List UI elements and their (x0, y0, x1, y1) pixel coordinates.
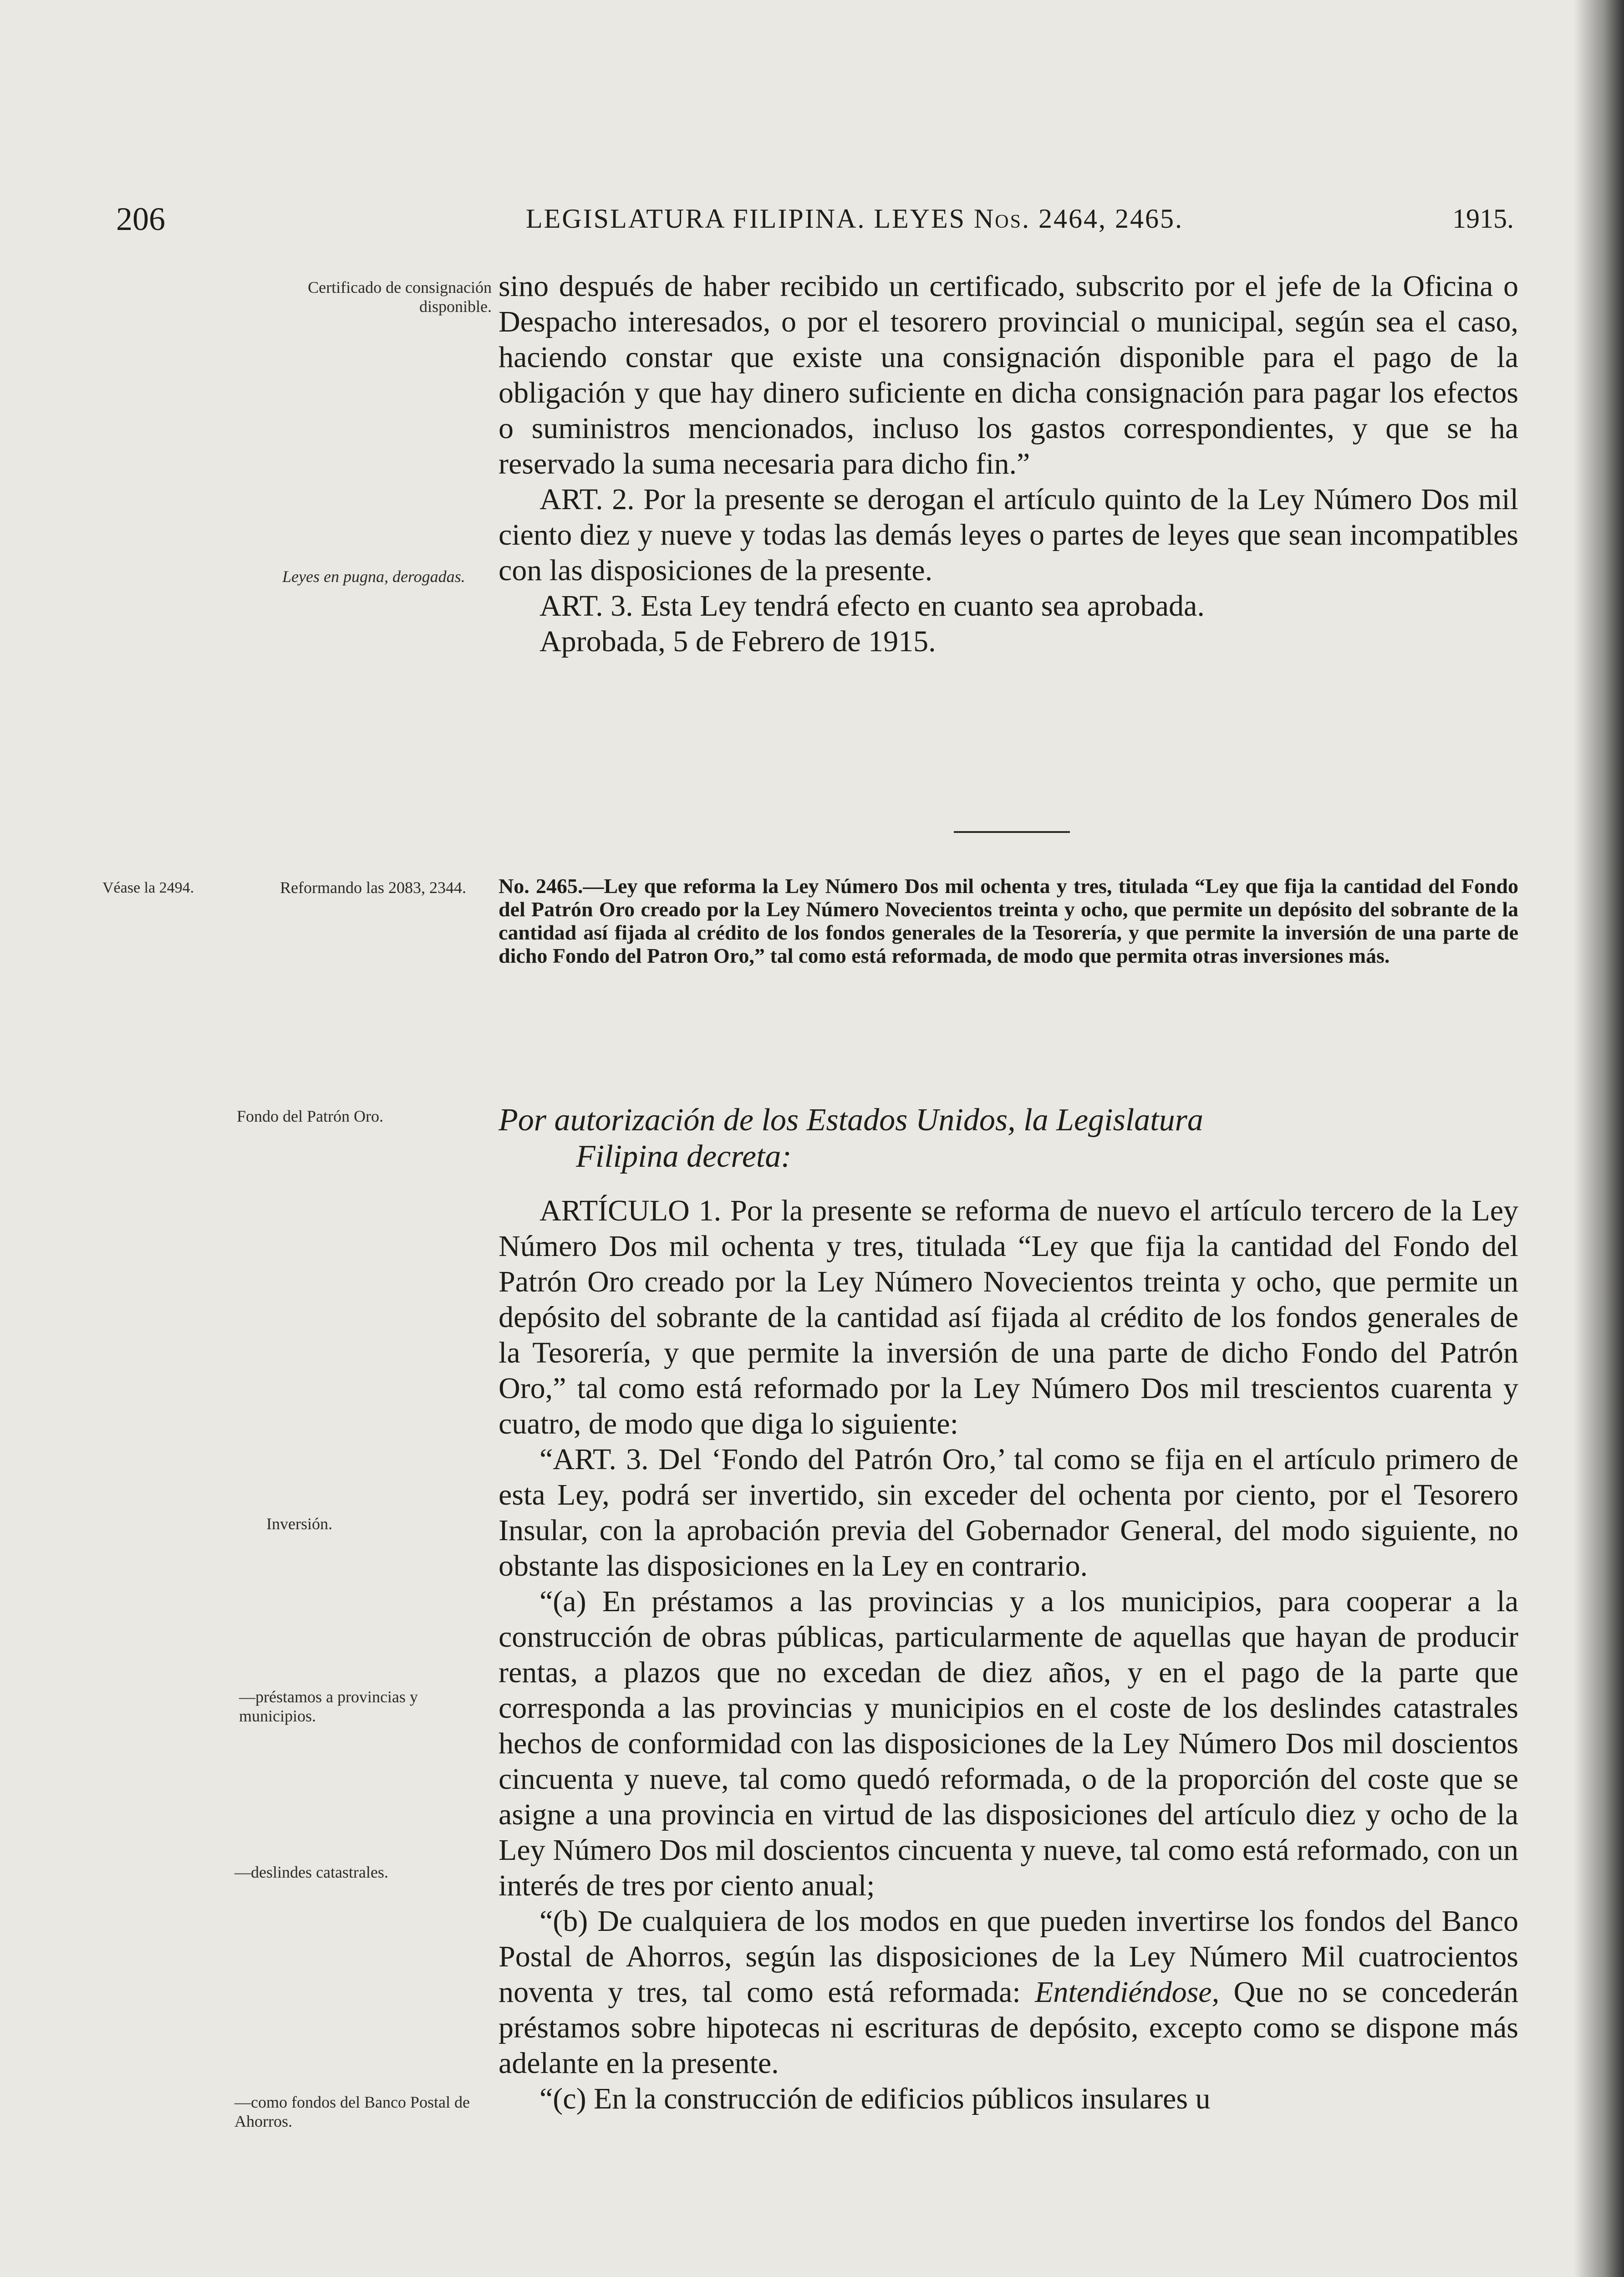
law-number: No. 2465. (499, 874, 583, 898)
art3-quoted-text: Del ‘Fondo del Patrón Oro,’ tal como se fija en el artículo primero de esta Ley, podrá ser invertido, sin exceder del ochenta por ciento, por el Tesorero Insular, con la aprobación previa del Gobernador General, del modo siguiente, no obstante las disposiciones en la Ley en contrario. (499, 1443, 1519, 1583)
paragraph-b (499, 1904, 1518, 2081)
margin-note-inversion: Inversión. (266, 1515, 332, 1533)
paragraph-certificado: sino después de haber recibido un certificado, subscrito por el jefe de la Oficina o Despacho interesados, o por el tesorero provincial o municipal, según sea el caso, haciendo constar que existe una consignación disponible para el pago de la obligación y que hay dinero suficiente en dicha consignación para pagar los efectos o suministros mencionados, incluso los gastos correspondientes, y que se ha reservado la suma necesaria para dicho fin.” (499, 270, 1518, 480)
art1-label: ARTÍCULO 1. (540, 1194, 722, 1227)
margin-note-prestamos: —préstamos a provincias y municipios. (239, 1688, 418, 1725)
art2-text: Por la presente se derogan el artículo quinto de la Ley Número Dos mil ciento diez y nueve y todas las demás leyes o partes de leyes que sean incompatibles con las disposiciones de la presente. (499, 483, 1519, 587)
enacting-line-1: Por autorización de los Estados Unidos, la Legislatura (499, 1103, 1203, 1138)
section-divider (954, 831, 1070, 833)
enacting-line-2: Filipina decreta: (576, 1139, 792, 1174)
margin-note-fondo: Fondo del Patrón Oro. (237, 1107, 383, 1125)
top-text-block (499, 269, 1518, 659)
margin-note-banco: —como fondos del Banco Postal de Ahorros. (234, 2093, 470, 2130)
enacting-clause (499, 1102, 1518, 1175)
art1-text: Por la presente se reforma de nuevo el artículo tercero de la Ley Número Dos mil ochenta y tres, titulada “Ley que fija la cantidad del Fondo del Patrón Oro creado por la Ley Número Novecientos treinta y ocho, que permite un depósito del sobrante de la cantidad así fijada al crédito de los fondos generales de la Tesorería, y que permite la inversión de una parte de dicho Fondo del Patrón Oro,” tal como está reformado por la Ley Número Dos mil trescientos cuarenta y cuatro, de modo que diga lo siguiente: (499, 1194, 1519, 1440)
paragraph-c: “(c) En la construcción de edificios públicos insulares u (540, 2082, 1211, 2115)
paragraph-art2 (499, 482, 1518, 588)
main-body (499, 1193, 1518, 2117)
see-also-ref-1: Véase la 2494. (102, 879, 194, 896)
b-text-1: “(b) De cualquiera de los modos en que pueden invertirse los fondos del Banco Postal de Ahorros, según las disposiciones de la Ley Número Mil cuatrocientos noventa y tres, tal como está reformada: (499, 1904, 1518, 2009)
art3-quoted-label: “ART. 3. (540, 1443, 649, 1476)
running-head: LEGISLATURA FILIPINA. LEYES Nos. 2464, 2465. (526, 204, 1183, 234)
paragraph-a: “(a) En préstamos a las provincias y a los municipios, para cooperar a la construcción de obras públicas, particularmente de aquellas que hayan de producir rentas, a plazos que no excedan de diez años, y en el pago de la parte que corresponda a las provincias y municipios en el coste de los deslindes catastrales hechos de conformidad con las disposiciones de la Ley Número Dos mil doscientos cincuenta y nueve, tal como quedó reformada, o de la proporción del coste que se asigne a una provincia en virtud de las disposiciones del artículo diez y ocho de la Ley Número Dos mil doscientos cincuenta y nueve, tal como está reformado, con un interés de tres por ciento anual; (499, 1585, 1518, 1902)
b-italic: Entendiéndose, (1035, 1976, 1220, 2009)
page-number: 206 (116, 201, 165, 237)
law-summary-text: —Ley que reforma la Ley Número Dos mil ochenta y tres, titulada “Ley que fija la cantidad del Fondo del Patrón Oro creado por la Ley Número Novecientos treinta y ocho, que permite un depósito del sobrante de la cantidad así fijada al crédito de los fondos generales de la Tesorería, y que permite la inversión de una parte de dicho Fondo del Patron Oro,” tal como está reformada, de modo que permita otras inversiones más. (499, 874, 1518, 967)
header-year: 1915. (1452, 204, 1514, 234)
paragraph-art3-quoted (499, 1442, 1518, 1584)
margin-note-deslindes: —deslindes catastrales. (234, 1863, 388, 1881)
page-header (116, 200, 1514, 246)
approval-date: Aprobada, 5 de Febrero de 1915. (540, 625, 936, 658)
page-edge-shadow (1574, 0, 1624, 2277)
paragraph-art3 (499, 588, 1518, 624)
paragraph-art1 (499, 1193, 1518, 1442)
margin-note-leyes-pugna: Leyes en pugna, derogadas. (282, 567, 465, 586)
margin-note-certificado: Certificado de consignación disponible. (308, 278, 492, 316)
b-text-2: Que no se concederán préstamos sobre hipotecas ni escrituras de depósito, excepto como se dispone más adelante en la presente. (499, 1976, 1518, 2080)
margin-note-reformando: Reformando las 2083, 2344. (280, 878, 466, 897)
art3-text: Esta Ley tendrá efecto en cuanto sea aprobada. (641, 589, 1205, 623)
art3-label: ART. 3. (540, 589, 633, 623)
law-summary (499, 874, 1518, 967)
art2-label: ART. 2. (540, 483, 635, 516)
